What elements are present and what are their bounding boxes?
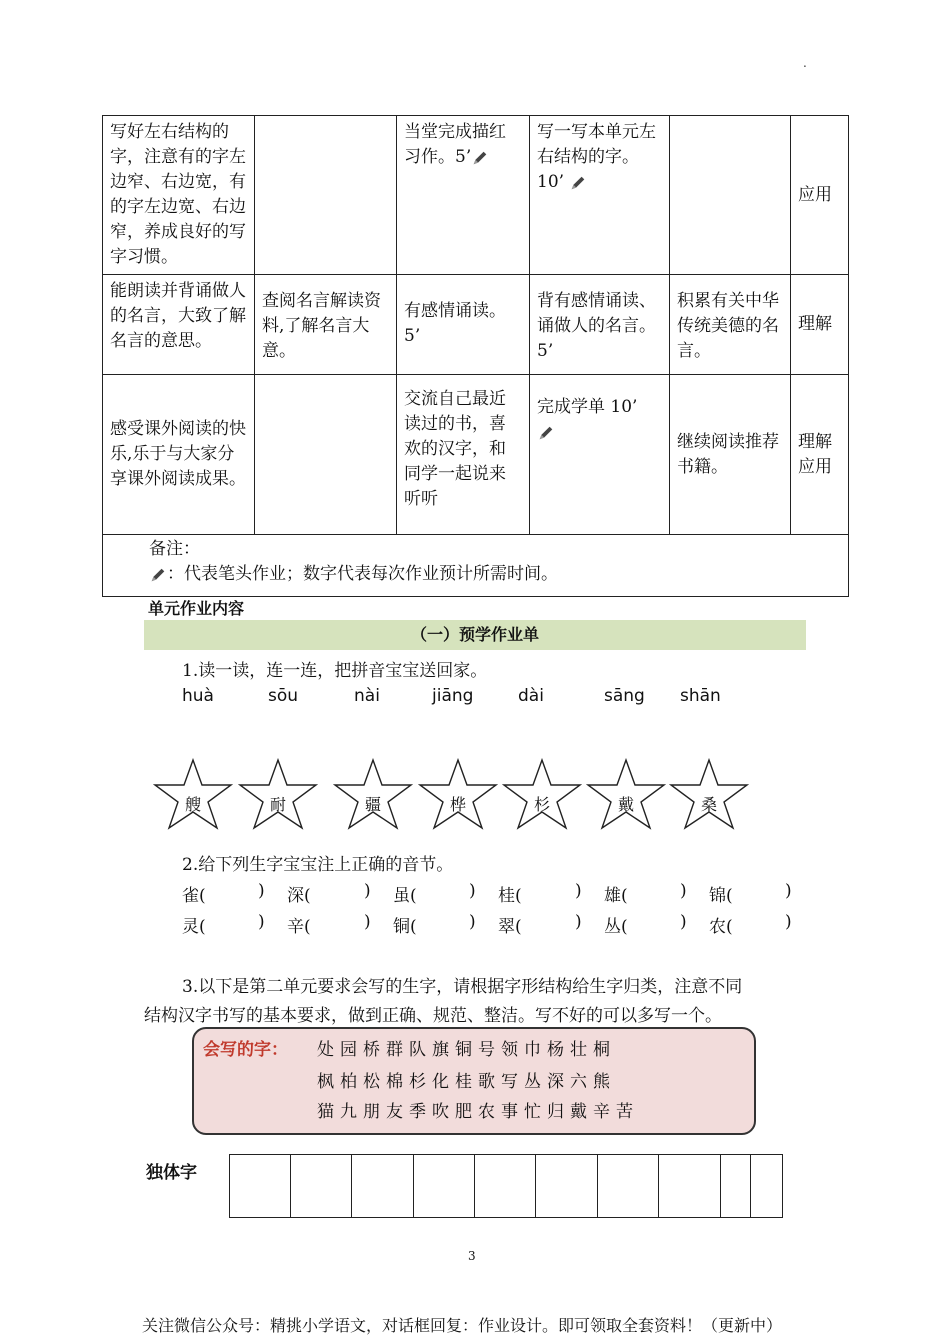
prep-cell bbox=[255, 375, 397, 535]
home-task-cell: 写一写本单元左右结构的字。10’ bbox=[530, 116, 670, 275]
blank-close: ) bbox=[680, 881, 687, 901]
extend-cell bbox=[670, 116, 791, 275]
pinyin-blank[interactable]: 铜( bbox=[393, 917, 417, 937]
table-row bbox=[103, 116, 849, 275]
star-character[interactable]: 桑 bbox=[669, 758, 749, 830]
pinyin-item: nài bbox=[354, 686, 380, 706]
grid-divider bbox=[720, 1155, 721, 1217]
blank-close: ) bbox=[364, 881, 371, 901]
grid-divider bbox=[413, 1155, 414, 1217]
pinyin-item: sāng bbox=[604, 686, 645, 706]
character-line: 猫九朋友季吹肥农事忙归戴辛苦 bbox=[317, 1102, 639, 1122]
q3-prompt-line2: 结构汉字书写的基本要求，做到正确、规范、整洁。写不好的可以多写一个。 bbox=[144, 1006, 722, 1026]
blank-close: ) bbox=[258, 881, 265, 901]
pinyin-item: shān bbox=[680, 686, 721, 706]
pinyin-blank[interactable]: 桂( bbox=[498, 886, 522, 906]
blank-close: ) bbox=[680, 912, 687, 932]
blank-close: ) bbox=[785, 912, 792, 932]
pencil-icon bbox=[537, 424, 555, 442]
pinyin-item: sōu bbox=[268, 686, 299, 706]
required-characters-box bbox=[192, 1027, 756, 1135]
home-task-cell: 背有感情诵读、诵做人的名言。5’ bbox=[530, 275, 670, 375]
single-structure-label: 独体字 bbox=[146, 1163, 197, 1183]
pinyin-blank[interactable]: 灵( bbox=[182, 917, 206, 937]
blank-close: ) bbox=[575, 881, 582, 901]
blank-close: ) bbox=[785, 881, 792, 901]
pencil-icon bbox=[569, 174, 587, 192]
star-character[interactable]: 疆 bbox=[333, 758, 413, 830]
footer-note: 关注微信公众号：精挑小学语文，对话框回复：作业设计。即可领取全套资料！（更新中） bbox=[142, 1316, 783, 1335]
prep-cell bbox=[255, 116, 397, 275]
pinyin-blank[interactable]: 农( bbox=[709, 917, 733, 937]
pinyin-item: dài bbox=[518, 686, 544, 706]
grid-divider bbox=[597, 1155, 598, 1217]
homework-plan-table bbox=[102, 115, 849, 597]
pinyin-blank[interactable]: 丛( bbox=[604, 917, 628, 937]
star-character[interactable]: 桦 bbox=[418, 758, 498, 830]
blank-close: ) bbox=[469, 881, 476, 901]
grid-divider bbox=[750, 1155, 751, 1217]
table-row bbox=[103, 375, 849, 535]
class-task-cell: 交流自己最近读过的书，喜欢的汉字，和同学一起说来听听 bbox=[397, 375, 530, 535]
prep-cell: 查阅名言解读资料,了解名言大意。 bbox=[255, 275, 397, 375]
blank-close: ) bbox=[469, 912, 476, 932]
goal-cell: 能朗读并背诵做人的名言，大致了解名言的意思。 bbox=[103, 275, 255, 375]
home-task-cell: 完成学单 10’ bbox=[530, 375, 670, 535]
grid-divider bbox=[535, 1155, 536, 1217]
grid-divider bbox=[474, 1155, 475, 1217]
level-cell: 应用 bbox=[791, 116, 849, 275]
goal-cell: 写好左右结构的字，注意有的字左边窄、右边宽，有的字左边宽、右边窄，养成良好的写字习惯。 bbox=[103, 116, 255, 275]
grid-divider bbox=[290, 1155, 291, 1217]
star-character[interactable]: 耐 bbox=[238, 758, 318, 830]
q2-prompt: 2.给下列生字宝宝注上正确的音节。 bbox=[182, 855, 454, 875]
class-task-cell: 当堂完成描红习作。5’ bbox=[397, 116, 530, 275]
section-title: 单元作业内容 bbox=[148, 599, 245, 618]
class-task-cell: 有感情诵读。5’ bbox=[397, 275, 530, 375]
goal-cell: 感受课外阅读的快乐,乐于与大家分享课外阅读成果。 bbox=[103, 375, 255, 535]
grid-divider bbox=[658, 1155, 659, 1217]
level-cell: 理解 应用 bbox=[791, 375, 849, 535]
corner-mark: . bbox=[803, 56, 807, 70]
pinyin-blank[interactable]: 虽( bbox=[393, 886, 417, 906]
pinyin-blank[interactable]: 辛( bbox=[287, 917, 311, 937]
note-label: 备注： bbox=[149, 539, 200, 559]
star-character[interactable]: 杉 bbox=[502, 758, 582, 830]
level-cell: 理解 bbox=[791, 275, 849, 375]
pinyin-blank[interactable]: 锦( bbox=[709, 886, 733, 906]
table-row bbox=[103, 275, 849, 375]
star-character[interactable]: 戴 bbox=[586, 758, 666, 830]
q3-prompt-line1: 3.以下是第二单元要求会写的生字，请根据字形结构给生字归类，注意不同 bbox=[182, 977, 743, 997]
preview-worksheet-banner: （一）预学作业单 bbox=[144, 620, 806, 650]
pinyin-blank[interactable]: 深( bbox=[287, 886, 311, 906]
grid-divider bbox=[351, 1155, 352, 1217]
q1-prompt: 1.读一读，连一连，把拼音宝宝送回家。 bbox=[182, 661, 488, 681]
writing-grid[interactable] bbox=[229, 1154, 783, 1218]
pinyin-blank[interactable]: 雀( bbox=[182, 886, 206, 906]
pencil-icon bbox=[149, 566, 167, 584]
character-line: 枫柏松棉杉化桂歌写丛深六熊 bbox=[317, 1072, 616, 1092]
extend-cell: 积累有关中华传统美德的名言。 bbox=[670, 275, 791, 375]
note-cell bbox=[103, 535, 849, 597]
box-label: 会写的字： bbox=[203, 1040, 288, 1060]
pencil-icon bbox=[471, 149, 489, 167]
star-character[interactable]: 艘 bbox=[153, 758, 233, 830]
character-line: 处园桥群队旗铜号领巾杨壮桐 bbox=[317, 1040, 616, 1060]
page-number: 3 bbox=[468, 1249, 476, 1263]
pinyin-blank[interactable]: 雄( bbox=[604, 886, 628, 906]
pinyin-item: huà bbox=[182, 686, 214, 706]
blank-close: ) bbox=[258, 912, 265, 932]
pinyin-item: jiāng bbox=[432, 686, 474, 706]
blank-close: ) bbox=[364, 912, 371, 932]
note-row bbox=[103, 535, 849, 597]
pinyin-blank[interactable]: 翠( bbox=[498, 917, 522, 937]
note-text: ：代表笔头作业；数字代表每次作业预计所需时间。 bbox=[167, 564, 558, 584]
extend-cell: 继续阅读推荐书籍。 bbox=[670, 375, 791, 535]
blank-close: ) bbox=[575, 912, 582, 932]
